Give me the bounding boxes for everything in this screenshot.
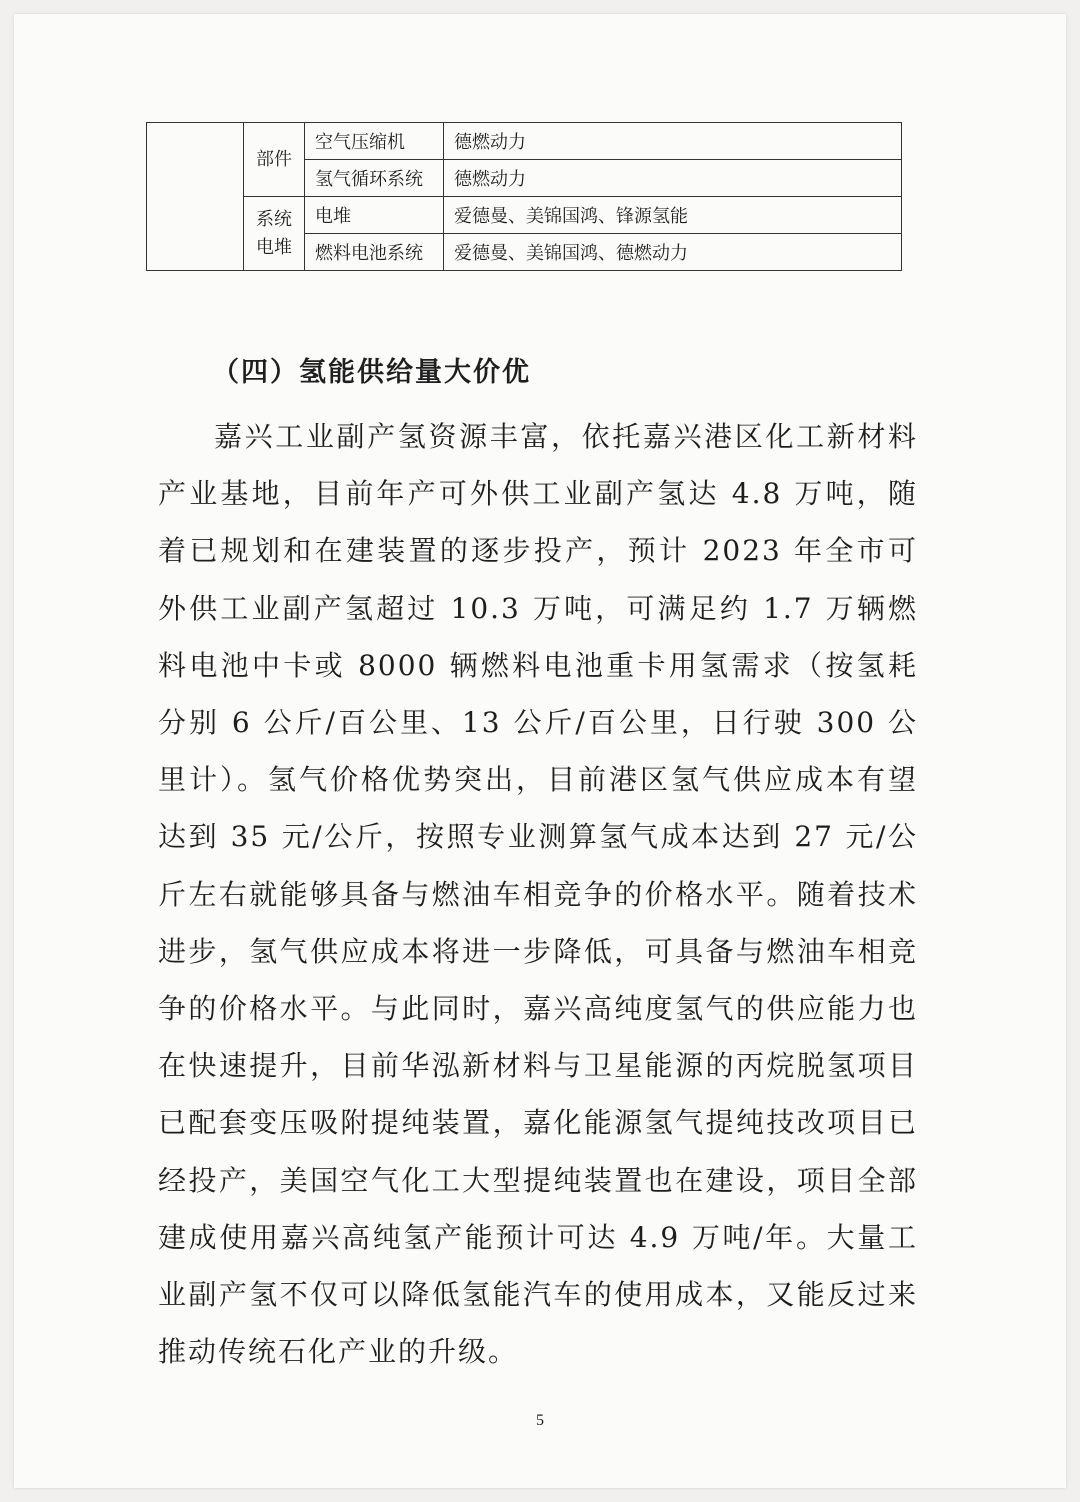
table-cell-companies: 德燃动力: [444, 123, 902, 160]
table-cell-category: [147, 123, 244, 271]
page-number: 5: [536, 1412, 544, 1429]
table-cell-companies: 德燃动力: [444, 160, 902, 197]
table-cell-companies: 爱德曼、美锦国鸿、锋源氢能: [444, 197, 902, 234]
table-cell-group: 部件: [244, 123, 305, 197]
section-heading: （四）氢能供给量大价优: [212, 357, 531, 388]
table-cell-component: 空气压缩机: [305, 123, 444, 160]
body-paragraph: 嘉兴工业副产氢资源丰富，依托嘉兴港区化工新材料产业基地，目前年产可外供工业副产氢达 4.8 万吨，随着已规划和在建装置的逐步投产，预计 2023 年全市可外供工业副产氢超过 10.3 万吨，可满足约 1.7 万辆燃料电池中卡或 8000 辆燃料电池重卡用氢需求（按氢耗分别 6 公斤/百公里、13 公斤/百公里，日行驶 300 公里计）。氢气价格优势突出，目前港区氢气供应成本有望达到 35 元/公斤，按照专业测算氢气成本达到 27 元/公斤左右就能够具备与燃油车相竞争的价格水平。随着技术进步，氢气供应成本将进一步降低，可具备与燃油车相竞争的价格水平。与此同时，嘉兴高纯度氢气的供应能力也在快速提升，目前华泓新材料与卫星能源的丙烷脱氢项目已配套变压吸附提纯装置，嘉化能源氢气提纯技改项目已经投产，美国空气化工大型提纯装置也在建设，项目全部建成使用嘉兴高纯氢产能预计可达 4.9 万吨/年。大量工业副产氢不仅可以降低氢能汽车的使用成本，又能反过来推动传统石化产业的升级。: [158, 420, 918, 1369]
table-cell-component: 燃料电池系统: [305, 234, 444, 271]
table-cell-component: 电堆: [305, 197, 444, 234]
table-cell-component: 氢气循环系统: [305, 160, 444, 197]
table-cell-companies: 爱德曼、美锦国鸿、德燃动力: [444, 234, 902, 271]
supplier-table: [146, 122, 902, 271]
table-row: [147, 123, 902, 160]
table-row: [147, 197, 902, 234]
table-cell-group: 系统电堆: [244, 197, 305, 271]
